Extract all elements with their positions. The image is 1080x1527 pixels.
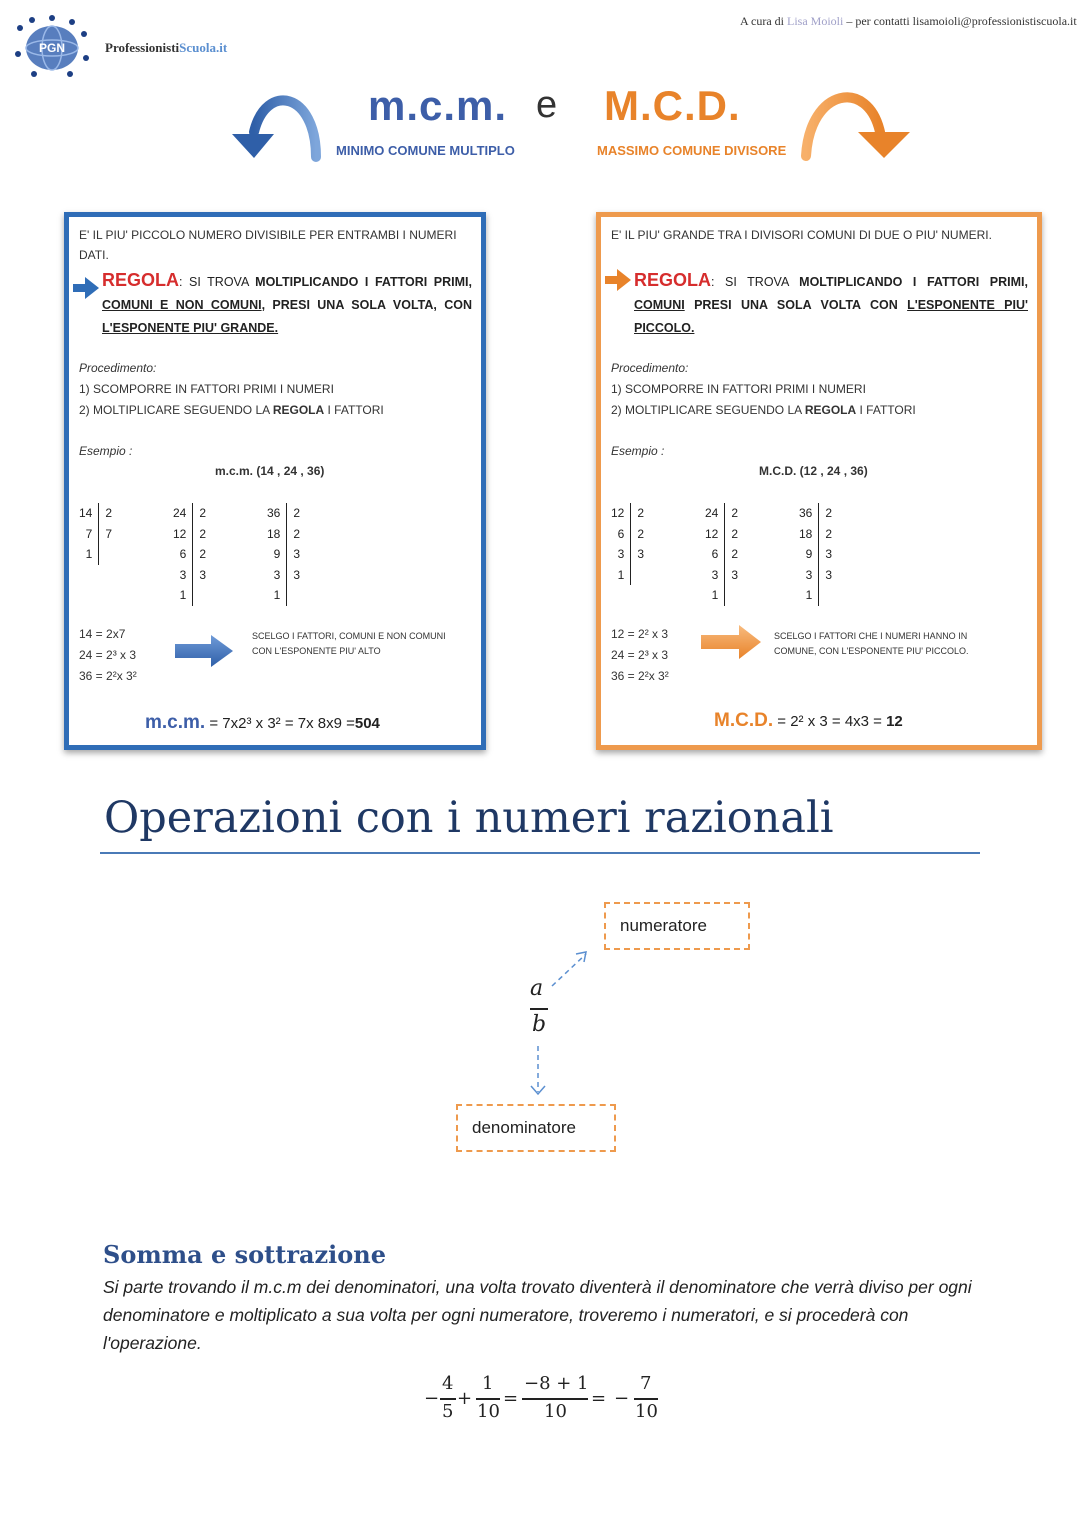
factor-row [261,503,306,524]
factor-divisor: 3 [287,544,306,565]
numerator-box [604,902,750,950]
factor-divisor: 2 [193,503,212,524]
factor-dividend: 18 [799,526,813,541]
denominator-box [456,1104,616,1152]
factor-row [73,524,118,545]
factor-row [261,565,306,586]
factor-dividend: 24 [705,506,719,521]
mcd-decomp-36: 36 = 2²x 3² [611,669,669,683]
factor-divisor: 2 [287,503,306,524]
factor-divisor: 2 [631,503,650,524]
factor-dividend: 1 [805,588,813,603]
mcm-box [64,212,486,750]
mcm-rule-title: REGOLA [102,270,180,290]
factor-row [605,565,650,586]
eq-num-1: 4 [442,1373,454,1394]
mcm-factor-36 [261,503,306,606]
mcd-result-label: M.C.D. [714,710,774,731]
credit-contact: – per contatti lisamoioli@professionistiscuola.it [846,14,1077,28]
mcd-title: M.C.D. [604,82,741,129]
mcd-definition: E' IL PIU' GRANDE TRA I DIVISORI COMUNI DI DUE O PIU' NUMERI. [611,228,992,242]
header-credit [740,14,1077,29]
mcm-title: m.c.m. [368,82,508,129]
dashed-arrow-down-icon [528,1044,548,1098]
factor-table [793,503,838,606]
mcm-step-2b: REGOLA [272,403,325,417]
factor-divisor: 3 [725,565,744,586]
mcm-decomp-36: 36 = 2²x 3² [79,669,137,683]
mcd-note-2: COMUNE, CON L'ESPONENTE PIU' PICCOLO. [774,646,969,656]
mcm-rule-part3: COMUNI E NON COMUNI [102,298,262,312]
mcd-note-1: SCELGO I FATTORI CHE I NUMERI HANNO IN [774,631,968,641]
mcm-factor-14 [73,503,118,565]
orange-right-arrow-icon [701,625,761,659]
mcd-box [596,212,1042,750]
blue-arrow-icon [73,277,99,299]
mcm-result-label: m.c.m. [145,712,206,733]
factor-divisor: 3 [287,565,306,586]
eq-equals-2: = [591,1388,607,1409]
somma-title: Somma e sottrazione [103,1240,387,1269]
mcm-rule-part4: , PRESI UNA SOLA VOLTA, CON [261,298,472,312]
factor-dividend: 1 [85,547,93,562]
mcm-example-title: m.c.m. (14 , 24 , 36) [215,464,325,478]
factor-dividend: 9 [805,547,813,562]
factor-row [167,524,212,545]
factor-dividend: 1 [617,567,625,582]
mcd-subtitle: MASSIMO COMUNE DIVISORE [597,143,787,158]
mcm-decomp-24: 24 = 2³ x 3 [79,648,137,662]
mcd-factor-36 [793,503,838,606]
credit-prefix: A cura di [740,14,784,28]
mcd-step-2b: REGOLA [804,403,857,417]
mcm-note-2: CON L'ESPONENTE PIU' ALTO [252,646,381,656]
factor-divisor: 2 [819,503,838,524]
mcd-example-label: Esempio : [611,444,665,458]
eq-bar-1 [440,1398,456,1400]
globe-logo-icon [12,14,92,78]
mcd-step-2c: I FATTORI [856,403,916,417]
factor-table [699,503,744,606]
factor-row [261,524,306,545]
factor-dividend: 12 [611,506,625,521]
factor-divisor: 2 [725,544,744,565]
factor-row [73,544,118,565]
mcd-rule-part6: PICCOLO. [634,321,695,335]
factor-dividend: 12 [173,526,187,541]
factor-row [793,544,838,565]
eq-plus: + [457,1388,473,1409]
mcd-procedure-label: Procedimento: [611,361,689,375]
section-title: Operazioni con i numeri razionali [104,793,834,843]
dashed-arrow-up-icon [548,946,594,990]
factor-divisor: 2 [193,524,212,545]
factor-dividend: 7 [85,526,93,541]
factor-dividend: 36 [799,506,813,521]
somma-text: Si parte trovando il m.c.m dei denominatori, una volta trovato diventerà il denominatore che verrà diviso per ogni denominatore e moltiplicato a sua volta per ogni numeratore, troveremo i numeratori, e si procederà con l'operazione. [103,1277,972,1353]
credit-name: Lisa Moioli [787,14,844,28]
logo-text [105,40,227,56]
orange-arrow-icon [605,269,631,291]
factor-row [605,524,650,545]
factor-divisor [725,585,744,606]
mcd-rule [634,269,1028,340]
factor-row [605,503,650,524]
mcd-rule-part3: COMUNI [634,298,685,312]
logo-text-2: Scuola.it [179,40,228,55]
factor-dividend: 3 [617,547,625,562]
mcd-rule-title: REGOLA [634,270,712,290]
blue-curved-arrow-icon [226,82,326,162]
eq-minus-2: − [614,1388,630,1409]
factor-row [793,565,838,586]
factor-divisor: 3 [819,544,838,565]
factor-row [699,503,744,524]
mcm-example-label: Esempio : [79,444,133,458]
mcm-decomp-14: 14 = 2x7 [79,627,126,641]
eq-den-3: 10 [544,1401,567,1422]
factor-dividend: 3 [805,567,813,582]
orange-curved-arrow-icon [798,78,916,162]
factor-row [793,585,838,606]
factor-dividend: 6 [179,547,187,562]
mcm-rule-part1: : SI TROVA [179,275,256,289]
factor-divisor: 2 [725,524,744,545]
mcm-procedure-label: Procedimento: [79,361,157,375]
denominator-label: denominatore [472,1118,576,1137]
factor-divisor: 3 [631,544,650,565]
factor-divisor: 2 [725,503,744,524]
mcd-step-1: 1) SCOMPORRE IN FATTORI PRIMI I NUMERI [611,382,866,396]
mcm-step-1: 1) SCOMPORRE IN FATTORI PRIMI I NUMERI [79,382,334,396]
factor-row [605,544,650,565]
eq-num-2: 1 [482,1373,494,1394]
mcm-result [145,713,380,734]
factor-dividend: 12 [705,526,719,541]
factor-dividend: 1 [179,588,187,603]
factor-dividend: 24 [173,506,187,521]
eq-minus-1: − [424,1388,440,1409]
factor-divisor: 2 [819,524,838,545]
factor-table [261,503,306,606]
mcd-factor-24 [699,503,744,606]
factor-divisor [819,585,838,606]
factor-dividend: 6 [617,526,625,541]
factor-divisor: 3 [819,565,838,586]
mcd-rule-part1: : SI TROVA [711,275,800,289]
factor-divisor: 2 [99,503,118,524]
eq-den-4: 10 [635,1401,658,1422]
blue-right-arrow-icon [175,635,233,667]
factor-divisor: 3 [193,565,212,586]
factor-divisor [287,585,306,606]
factor-row [793,503,838,524]
mcd-step-2 [611,400,916,420]
factor-divisor [99,544,118,565]
mcd-result-value: 12 [886,713,903,730]
factor-row [167,585,212,606]
factor-row [261,585,306,606]
factor-dividend: 14 [79,506,93,521]
eq-num-4: 7 [640,1373,652,1394]
fraction-denominator: b [532,1012,547,1037]
factor-row [261,544,306,565]
mcd-rule-part5: L'ESPONENTE PIU' [907,298,1028,312]
factor-row [699,524,744,545]
mcm-result-value: 504 [354,715,380,732]
factor-dividend: 1 [273,588,281,603]
fraction-numerator: a [530,976,544,1001]
factor-row [167,544,212,565]
mcm-subtitle: MINIMO COMUNE MULTIPLO [336,143,515,158]
factor-table [605,503,650,585]
factor-row [167,565,212,586]
eq-bar-4 [634,1398,658,1400]
factor-dividend: 1 [711,588,719,603]
mcm-step-2 [79,400,384,420]
factor-divisor: 7 [99,524,118,545]
factor-row [793,524,838,545]
factor-divisor: 2 [631,524,650,545]
eq-bar-3 [522,1398,588,1400]
mcd-decomp-24: 24 = 2³ x 3 [611,648,669,662]
factor-row [73,503,118,524]
mcm-rule-part5: L'ESPONENTE PIU' GRANDE. [102,321,279,335]
mcm-rule [102,269,472,340]
logo-badge: PGN [38,41,66,55]
factor-row [699,544,744,565]
mcm-step-2c: I FATTORI [324,403,384,417]
mcd-result [714,711,903,732]
factor-dividend: 3 [273,567,281,582]
fraction-bar [530,1008,548,1010]
mcd-rule-part2: MOLTIPLICANDO I FATTORI PRIMI, [799,275,1028,289]
factor-dividend: 36 [267,506,281,521]
factor-table [73,503,118,565]
eq-den-1: 5 [442,1401,454,1422]
mcm-step-2a: 2) MOLTIPLICARE SEGUENDO LA [79,403,273,417]
factor-row [699,565,744,586]
factor-dividend: 18 [267,526,281,541]
factor-divisor [631,565,650,586]
factor-divisor [193,585,212,606]
numerator-label: numeratore [620,916,707,935]
mcm-factor-24 [167,503,212,606]
mcm-result-expr: = 7x2³ x 3² = 7x 8x9 = [205,715,355,732]
factor-divisor: 2 [193,544,212,565]
factor-dividend: 3 [711,567,719,582]
factor-dividend: 9 [273,547,281,562]
title-conjunction: e [536,84,558,126]
factor-row [167,503,212,524]
eq-num-3: −8 + 1 [524,1373,589,1394]
mcm-note-1: SCELGO I FATTORI, COMUNI E NON COMUNI [252,631,446,641]
factor-table [167,503,212,606]
mcd-factor-12 [605,503,650,585]
mcd-example-title: M.C.D. (12 , 24 , 36) [759,464,868,478]
mcd-result-expr: = 2² x 3 = 4x3 = [773,713,887,730]
factor-dividend: 6 [711,547,719,562]
logo-text-1: Professionisti [105,40,180,55]
eq-den-2: 10 [477,1401,500,1422]
factor-divisor: 2 [287,524,306,545]
mcd-rule-part4: PRESI UNA SOLA VOLTA CON [684,298,908,312]
mcm-rule-part2: MOLTIPLICANDO I FATTORI PRIMI, [255,275,472,289]
factor-row [699,585,744,606]
eq-equals-1: = [503,1388,519,1409]
mcm-definition: E' IL PIU' PICCOLO NUMERO DIVISIBILE PER ENTRAMBI I NUMERI DATI. [79,228,457,262]
factor-dividend: 3 [179,567,187,582]
mcd-step-2a: 2) MOLTIPLICARE SEGUENDO LA [611,403,805,417]
mcd-decomp-12: 12 = 2² x 3 [611,627,669,641]
eq-bar-2 [476,1398,500,1400]
section-title-rule [100,852,980,854]
